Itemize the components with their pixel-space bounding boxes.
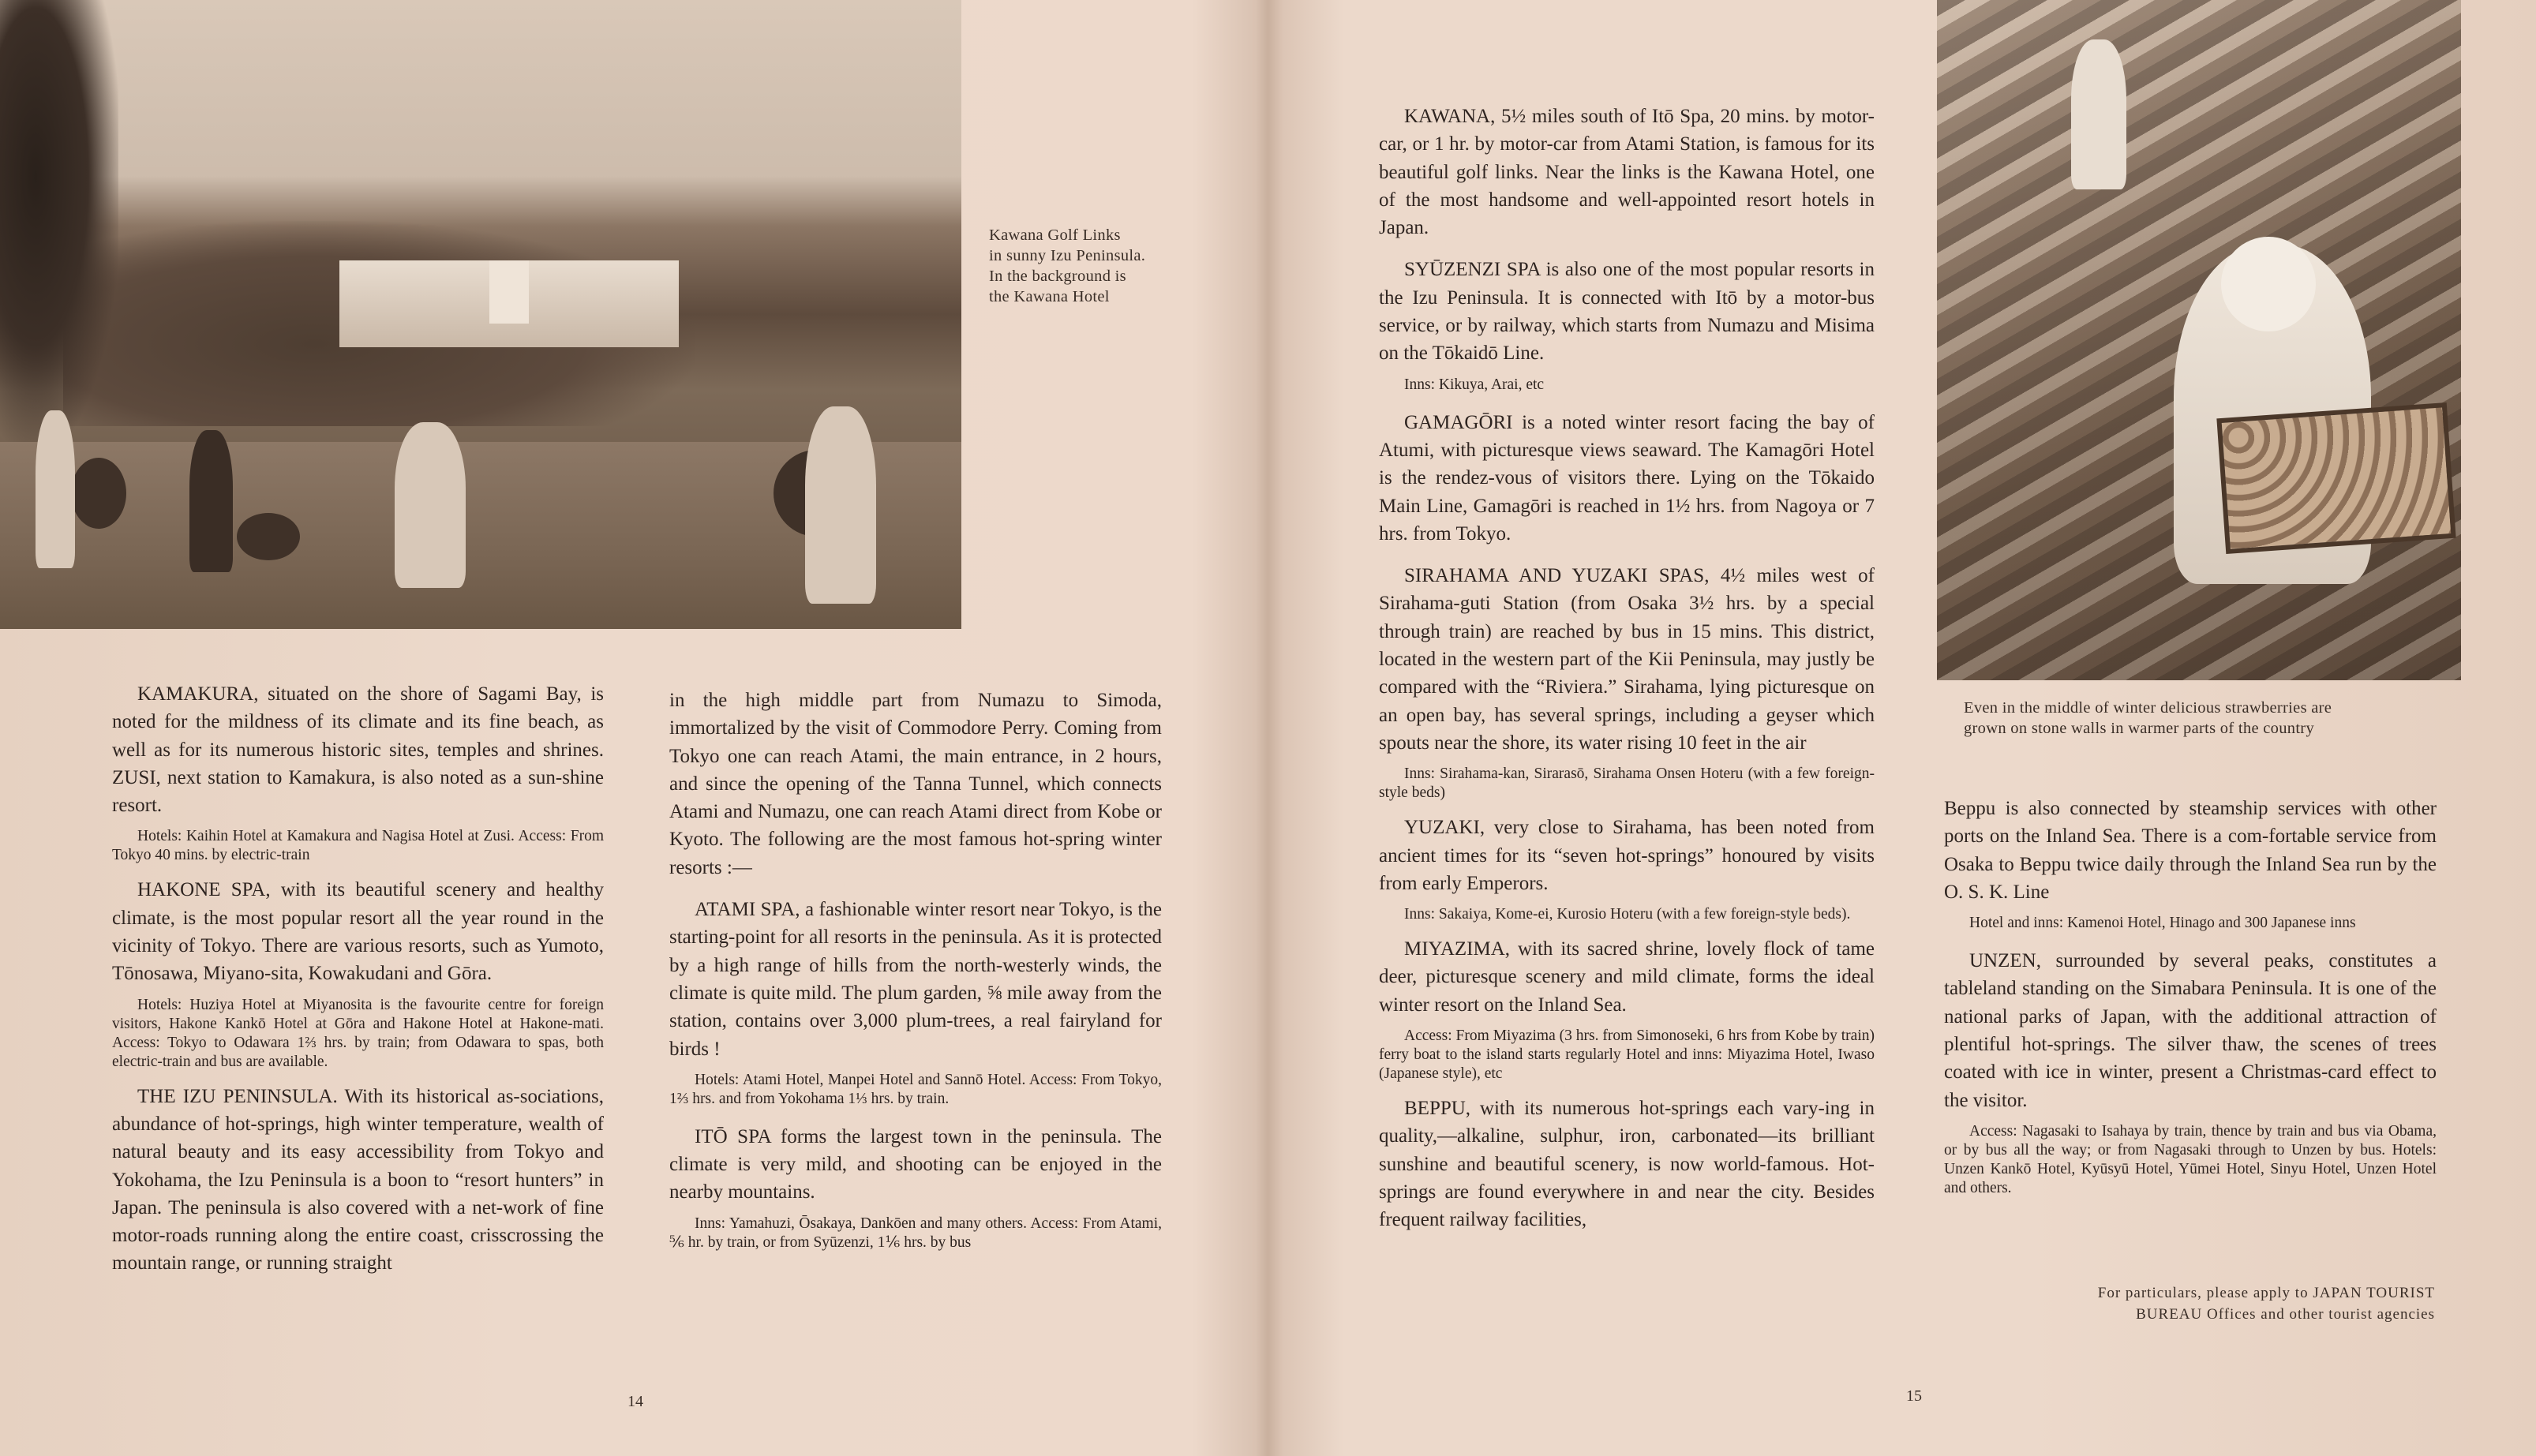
beppu-paragraph: BEPPU, with its numerous hot-springs each vary-ing in quality,—alkaline, sulphur, iron, carbonated—its brilliant sunshine and beautiful scenery, is now world-famous. Hot-springs are found everywhere in and near the city. Besides frequent railway facilities,	[1379, 1098, 1875, 1231]
notice-line: BUREAU Offices and other tourist agencies	[2136, 1306, 2435, 1323]
photo-bush	[71, 458, 126, 529]
unzen-note: Access: Nagasaki to Isahaya by train, thence by train and bus via Obama, or by bus all the way; or from Nagasaki through to Unzen by bus. Hotels: Unzen Kankō Hotel, Kyūsyū Hotel, Yūmei Hotel, Sinyu Hotel, Unzen Hotel and others.	[1944, 1122, 2437, 1196]
photo-caddie	[189, 430, 233, 572]
atami-note: Hotels: Atami Hotel, Manpei Hotel and Sannō Hotel. Access: From Tokyo, 1⅔ hrs. and from Yokohama 1⅓ hrs. by train.	[669, 1071, 1162, 1107]
photo-golfer	[395, 422, 466, 588]
gamagori-paragraph: GAMAGŌRI is a noted winter resort facing the bay of Atumi, with picturesque views seaward. The Kamagōri Hotel is the rendez-vous of visitors there. Lying on the Tōkaido Main Line, Gamagōri is reached in 1½ hrs. from Nagoya or 7 hrs. from Tokyo.	[1379, 411, 1875, 545]
caption-line: in sunny Izu Peninsula.	[989, 247, 1146, 264]
photo-golfer	[36, 410, 75, 568]
photo-golfer	[805, 406, 876, 604]
unzen-paragraph: UNZEN, surrounded by several peaks, constitutes a tableland standing on the Simabara Peninsula. It is one of the national parks of Japan, with the additional attraction of plentiful hot-springs. The silver thaw, the scenes of trees coated with ice in winter, present a Christmas-card effect to the visitor.	[1944, 950, 2437, 1111]
strawberry-photo	[1937, 0, 2461, 680]
golf-links-photo	[0, 0, 961, 629]
yuzaki-paragraph: YUZAKI, very close to Sirahama, has been noted from ancient times for its “seven hot-springs” honoured by visits from early Emperors.	[1379, 817, 1875, 894]
left-column-1	[112, 680, 604, 1284]
photo-tree	[0, 0, 118, 442]
sirahama-note: Inns: Sirahama-kan, Sirarasō, Sirahama Onsen Hoteru (with a few foreign-style beds)	[1379, 765, 1875, 802]
caption-line: In the background is	[989, 268, 1126, 285]
tourist-bureau-notice	[2021, 1282, 2435, 1325]
photo-worker-distant	[2071, 39, 2126, 189]
photo-strawberry-tray	[2216, 402, 2455, 554]
notice-line: For particulars, please apply to JAPAN TOURIST	[2097, 1285, 2435, 1301]
strawberry-photo-caption	[1964, 698, 2437, 739]
beppu-continued-paragraph: Beppu is also connected by steamship services with other ports on the Inland Sea. There is a com-fortable service from Osaka to Beppu twice daily through the Inland Sea run by the O. S. K. Line	[1944, 798, 2437, 903]
caption-line: Kawana Golf Links	[989, 226, 1121, 244]
golf-photo-caption	[989, 225, 1171, 307]
photo-worker-hat	[2221, 237, 2316, 331]
yuzaki-note: Inns: Sakaiya, Kome-ei, Kurosio Hoteru (with a few foreign-style beds).	[1404, 906, 1851, 923]
syuzenzi-note: Inns: Kikuya, Arai, etc	[1404, 376, 1545, 393]
caption-line: the Kawana Hotel	[989, 288, 1110, 305]
hakone-note: Hotels: Huziya Hotel at Miyanosita is the favourite centre for foreign visitors, Hakone Kankō Hotel at Gōra and Hakone Hotel at Hakone-mati. Access: Tokyo to Odawara 1⅔ hrs. by train; from Odawara to spas, both electric-train and bus are available.	[112, 996, 604, 1070]
miyazima-note: Access: From Miyazima (3 hrs. from Simonoseki, 6 hrs from Kobe by train) ferry boat to the island starts regularly Hotel and inns: Miyazima Hotel, Iwaso (Japanese style), etc	[1379, 1027, 1875, 1083]
atami-paragraph: ATAMI SPA, a fashionable winter resort near Tokyo, is the starting-point for all resorts in the peninsula. As it is protected by a high range of hills from the north-westerly winds, the climate is quite mild. The plum garden, ⅝ mile away from the station, contains over 3,000 plum-trees, a real fairyland for birds !	[669, 899, 1162, 1060]
page-number-left: 14	[627, 1393, 643, 1410]
caption-line: grown on stone walls in warmer parts of the country	[1964, 720, 2314, 737]
photo-hotel-tower	[489, 260, 529, 324]
ito-paragraph: ITŌ SPA forms the largest town in the peninsula. The climate is very mild, and shooting can be enjoyed in the nearby mountains.	[669, 1125, 1162, 1203]
izu-continued-paragraph: in the high middle part from Numazu to Simoda, immortalized by the visit of Commodore Perry. Coming from Tokyo one can reach Atami, the main entrance, in 2 hours, and since the opening of the Tanna Tunnel, which connects Atami and Numazu, one can reach Atami direct from Kobe or Kyoto. The following are the most famous hot-spring winter resorts :—	[669, 690, 1162, 878]
kamakura-paragraph: KAMAKURA, situated on the shore of Sagami Bay, is noted for the mildness of its climate and its fine beach, as well as for its numerous historic sites, temples and shrines. ZUSI, next station to Kamakura, is also noted as a sun-shine resort.	[112, 683, 604, 817]
ito-note: Inns: Yamahuzi, Ōsakaya, Dankōen and many others. Access: From Atami, ⅚ hr. by train, or from Syūzenzi, 1⅙ hrs. by bus	[669, 1215, 1162, 1251]
kamakura-note: Hotels: Kaihin Hotel at Kamakura and Nagisa Hotel at Zusi. Access: From Tokyo 40 mins. by electric-train	[112, 828, 604, 864]
kawana-paragraph: KAWANA, 5½ miles south of Itō Spa, 20 mins. by motor-car, or 1 hr. by motor-car from Atami Station, is famous for its beautiful golf links. Near the links is the Kawana Hotel, one of the most handsome and well-appointed resort hotels in Japan.	[1379, 106, 1875, 239]
right-column-1	[1379, 103, 1875, 1241]
right-column-2	[1944, 795, 2437, 1209]
page-number-right: 15	[1906, 1387, 1922, 1405]
syuzenzi-paragraph: SYŪZENZI SPA is also one of the most popular resorts in the Izu Peninsula. It is connected with Itō by a motor-bus service, or by railway, which starts from Numazu and Misima on the Tōkaidō Line.	[1379, 259, 1875, 365]
left-column-2	[669, 687, 1162, 1263]
beppu-note: Hotel and inns: Kamenoi Hotel, Hinago and 300 Japanese inns	[1969, 915, 2356, 932]
sirahama-paragraph: SIRAHAMA AND YUZAKI SPAS, 4½ miles west of Sirahama-guti Station (from Osaka 3½ hrs. by a special through train) are reached by bus in 15 mins. This district, located in the western part of the Kii Peninsula, may justly be compared with the “Riviera.” Sirahama, lying picturesque on an open bay, has several springs, including a geyser which spouts near the shore, its water rising 10 feet in the air	[1379, 565, 1875, 754]
hakone-paragraph: HAKONE SPA, with its beautiful scenery and healthy climate, is the most popular resort all the year round in the vicinity of Tokyo. There are various resorts, such as Yumoto, Tōnosawa, Miyano-sita, Kowakudani and Gōra.	[112, 879, 604, 985]
miyazima-paragraph: MIYAZIMA, with its sacred shrine, lovely flock of tame deer, picturesque scenery and mild climate, forms the ideal winter resort on the Inland Sea.	[1379, 938, 1875, 1016]
izu-paragraph: THE IZU PENINSULA. With its historical as-sociations, abundance of hot-springs, high winter temperature, wealth of natural beauty and its easy accessibility from Tokyo and Yokohama, the Izu Peninsula is a boon to “resort hunters” in Japan. The peninsula is also covered with a net-work of fine motor-roads running along the entire coast, crisscrossing the mountain range, or running straight	[112, 1085, 604, 1274]
photo-bush	[237, 513, 300, 560]
caption-line: Even in the middle of winter delicious strawberries are	[1964, 699, 2332, 717]
